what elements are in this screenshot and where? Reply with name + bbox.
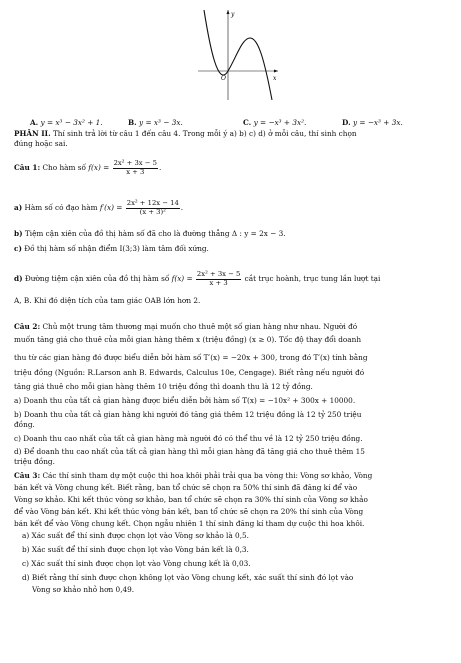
q1-d-fraction [196, 271, 241, 287]
q3-d-line2: Vòng sơ khảo nhỏ hơn 0,49. [32, 585, 135, 594]
q3-l1: Các thí sinh tham dự một cuộc thi hoa khôi phải trải qua ba vòng thi: Vòng sơ khảo, Vòng [40, 471, 373, 480]
q1-c-label: c) [14, 244, 22, 253]
q1-fx: f(x) = [88, 163, 110, 172]
q1-a [14, 197, 450, 219]
option-a-label: A. [30, 118, 39, 127]
q3-c: c) Xác suất thí sinh được chọn lọt vào Vòng chung kết là 0,03. [22, 559, 251, 568]
q1-b [14, 229, 450, 238]
part2-heading: PHẦN II. [14, 129, 51, 138]
q1-b-label: b) [14, 229, 23, 238]
curve-line [204, 10, 272, 100]
q1-label: Câu 1: [14, 163, 41, 172]
q1-d-den: x + 3 [209, 278, 228, 287]
q1-d [14, 268, 450, 290]
q1-a-fx: f′(x) = [99, 203, 123, 212]
q2-a: a) Doanh thu của tất cả gian hàng được biểu diễn bởi hàm số T(x) = −10x² + 300x + 10000. [14, 396, 356, 405]
q1-c [14, 244, 450, 253]
option-b [128, 118, 183, 127]
q2-label: Câu 2: [14, 322, 41, 331]
q3-a: a) Xác suất để thí sinh được chọn lọt vào Vòng sơ khảo là 0,5. [22, 531, 249, 540]
q1-end: . [158, 163, 162, 172]
q1-a-text: Hàm số có đạo hàm [22, 203, 100, 212]
q1-a-end: . [180, 203, 184, 212]
q1-d-text2: cắt trục hoành, trục tung lần lượt tại [242, 274, 381, 283]
q2-line2: muốn tăng giá cho thuê của mỗi gian hàng thêm x (triệu đồng) (x ≥ 0). Tốc độ thay đổi doanh [14, 335, 362, 344]
option-a [30, 118, 103, 127]
q2-b-line2: đồng. [14, 420, 35, 429]
q2-c: c) Doanh thu cao nhất của tất cả gian hàng mà người đó có thể thu về là 12 tỷ 250 triệu đồng. [14, 434, 363, 443]
q2-line1 [14, 322, 450, 331]
option-d-label: D. [342, 118, 351, 127]
q2-line3: thu từ các gian hàng đó được biểu diễn bởi hàm số T′(x) = −20x + 300, trong đó T′(x) tính bằng [14, 353, 368, 362]
q1-d-text: Đường tiệm cận xiên của đồ thị hàm số [22, 274, 172, 283]
q1-a-fraction [126, 200, 180, 216]
q2-line4: triệu đồng (Nguồn: R.Larson anh B. Edwards, Calculus 10e, Cengage). Biết rằng nếu người đó [14, 368, 365, 377]
part2-intro [14, 129, 450, 138]
y-label: y [231, 11, 235, 18]
q2-b-line1: b) Doanh thu của tất cả gian hàng khi người đó tăng giá thêm 12 triệu đồng là 12 tỷ 250 triệu [14, 410, 362, 419]
q1-b-text: Tiệm cận xiên của đồ thị hàm số đã cho là đường thẳng Δ : y = 2x − 3. [22, 229, 286, 238]
q2-d-line1: d) Để doanh thu cao nhất của tất cả gian hàng thì mỗi gian hàng đã tăng giá cho thuê thêm 15 [14, 447, 365, 456]
q1-a-num: 2x² + 12x − 14 [126, 199, 179, 207]
part2-intro2: đúng hoặc sai. [14, 139, 68, 148]
option-a-text: y = x³ − 3x² + 1. [40, 118, 103, 127]
q1-d-line2: A, B. Khi đó diện tích của tam giác OAB lớn hơn 2. [14, 296, 201, 305]
q3-label: Câu 3: [14, 471, 41, 480]
cubic-graph [198, 8, 280, 100]
q3-line4: để vào Vòng bán kết. Khi kết thúc vòng bán kết, ban tổ chức sẽ chọn ra 20% thí sinh của Vòng [14, 507, 364, 516]
q2-d-line2: triệu đồng. [14, 457, 55, 466]
q1-den: x + 3 [126, 167, 145, 176]
q1-stem [14, 157, 450, 179]
q2-line5: tăng giá thuê cho mỗi gian hàng thêm 10 triệu đồng thì doanh thu là 12 tỷ đồng. [14, 382, 313, 391]
option-b-label: B. [128, 118, 137, 127]
q3-b: b) Xác suất để thí sinh được chọn lọt vào Vòng bán kết là 0,3. [22, 545, 249, 554]
q3-line5: bán kết để vào Vòng chung kết. Chọn ngẫu nhiên 1 thí sinh đăng kí tham dự cuộc thi hoa khôi. [14, 519, 365, 528]
q1-fraction [113, 160, 158, 176]
x-label: x [273, 75, 277, 82]
q1-num: 2x² + 3x − 5 [113, 159, 157, 167]
option-c-label: C. [243, 118, 252, 127]
option-d-text: y = −x³ + 3x. [352, 118, 403, 127]
part2-intro-text: Thí sinh trả lời từ câu 1 đến câu 4. Trong mỗi ý a) b) c) d) ở mỗi câu, thí sinh chọn [50, 129, 357, 138]
x-axis-arrow [274, 70, 278, 73]
option-c-text: y = −x³ + 3x². [253, 118, 307, 127]
y-axis-arrow [227, 10, 230, 14]
q1-d-label: d) [14, 274, 23, 283]
q2-l1: Chủ một trung tâm thương mại muốn cho thuê một số gian hàng như nhau. Người đó [40, 322, 358, 331]
option-c [243, 118, 306, 127]
q1-a-label: a) [14, 203, 23, 212]
origin-label: O [221, 75, 226, 82]
q1-d-fx: f(x) = [171, 274, 193, 283]
q3-d-line1: d) Biết rằng thí sinh được chọn không lọt vào Vòng chung kết, xác suất thí sinh đó lọt vào [22, 573, 354, 582]
q3-line2: bán kết và Vòng chung kết. Biết rằng, ban tổ chức sẽ chọn ra 50% thí sinh đã đăng kí để vào [14, 483, 358, 492]
option-d [342, 118, 403, 127]
option-b-text: y = x³ − 3x. [139, 118, 183, 127]
q1-text: Cho hàm số [40, 163, 89, 172]
q3-line1 [14, 471, 450, 480]
q1-d-num: 2x² + 3x − 5 [196, 270, 241, 278]
q1-a-den: (x + 3)² [139, 207, 166, 216]
q1-c-text: Đồ thị hàm số nhận điểm I(3;3) làm tâm đối xứng. [21, 244, 209, 253]
q3-line3: Vòng sơ khảo. Khi kết thúc vòng sơ khảo, ban tổ chức sẽ chọn ra 30% thí sinh của Vòng sơ khảo [14, 495, 368, 504]
